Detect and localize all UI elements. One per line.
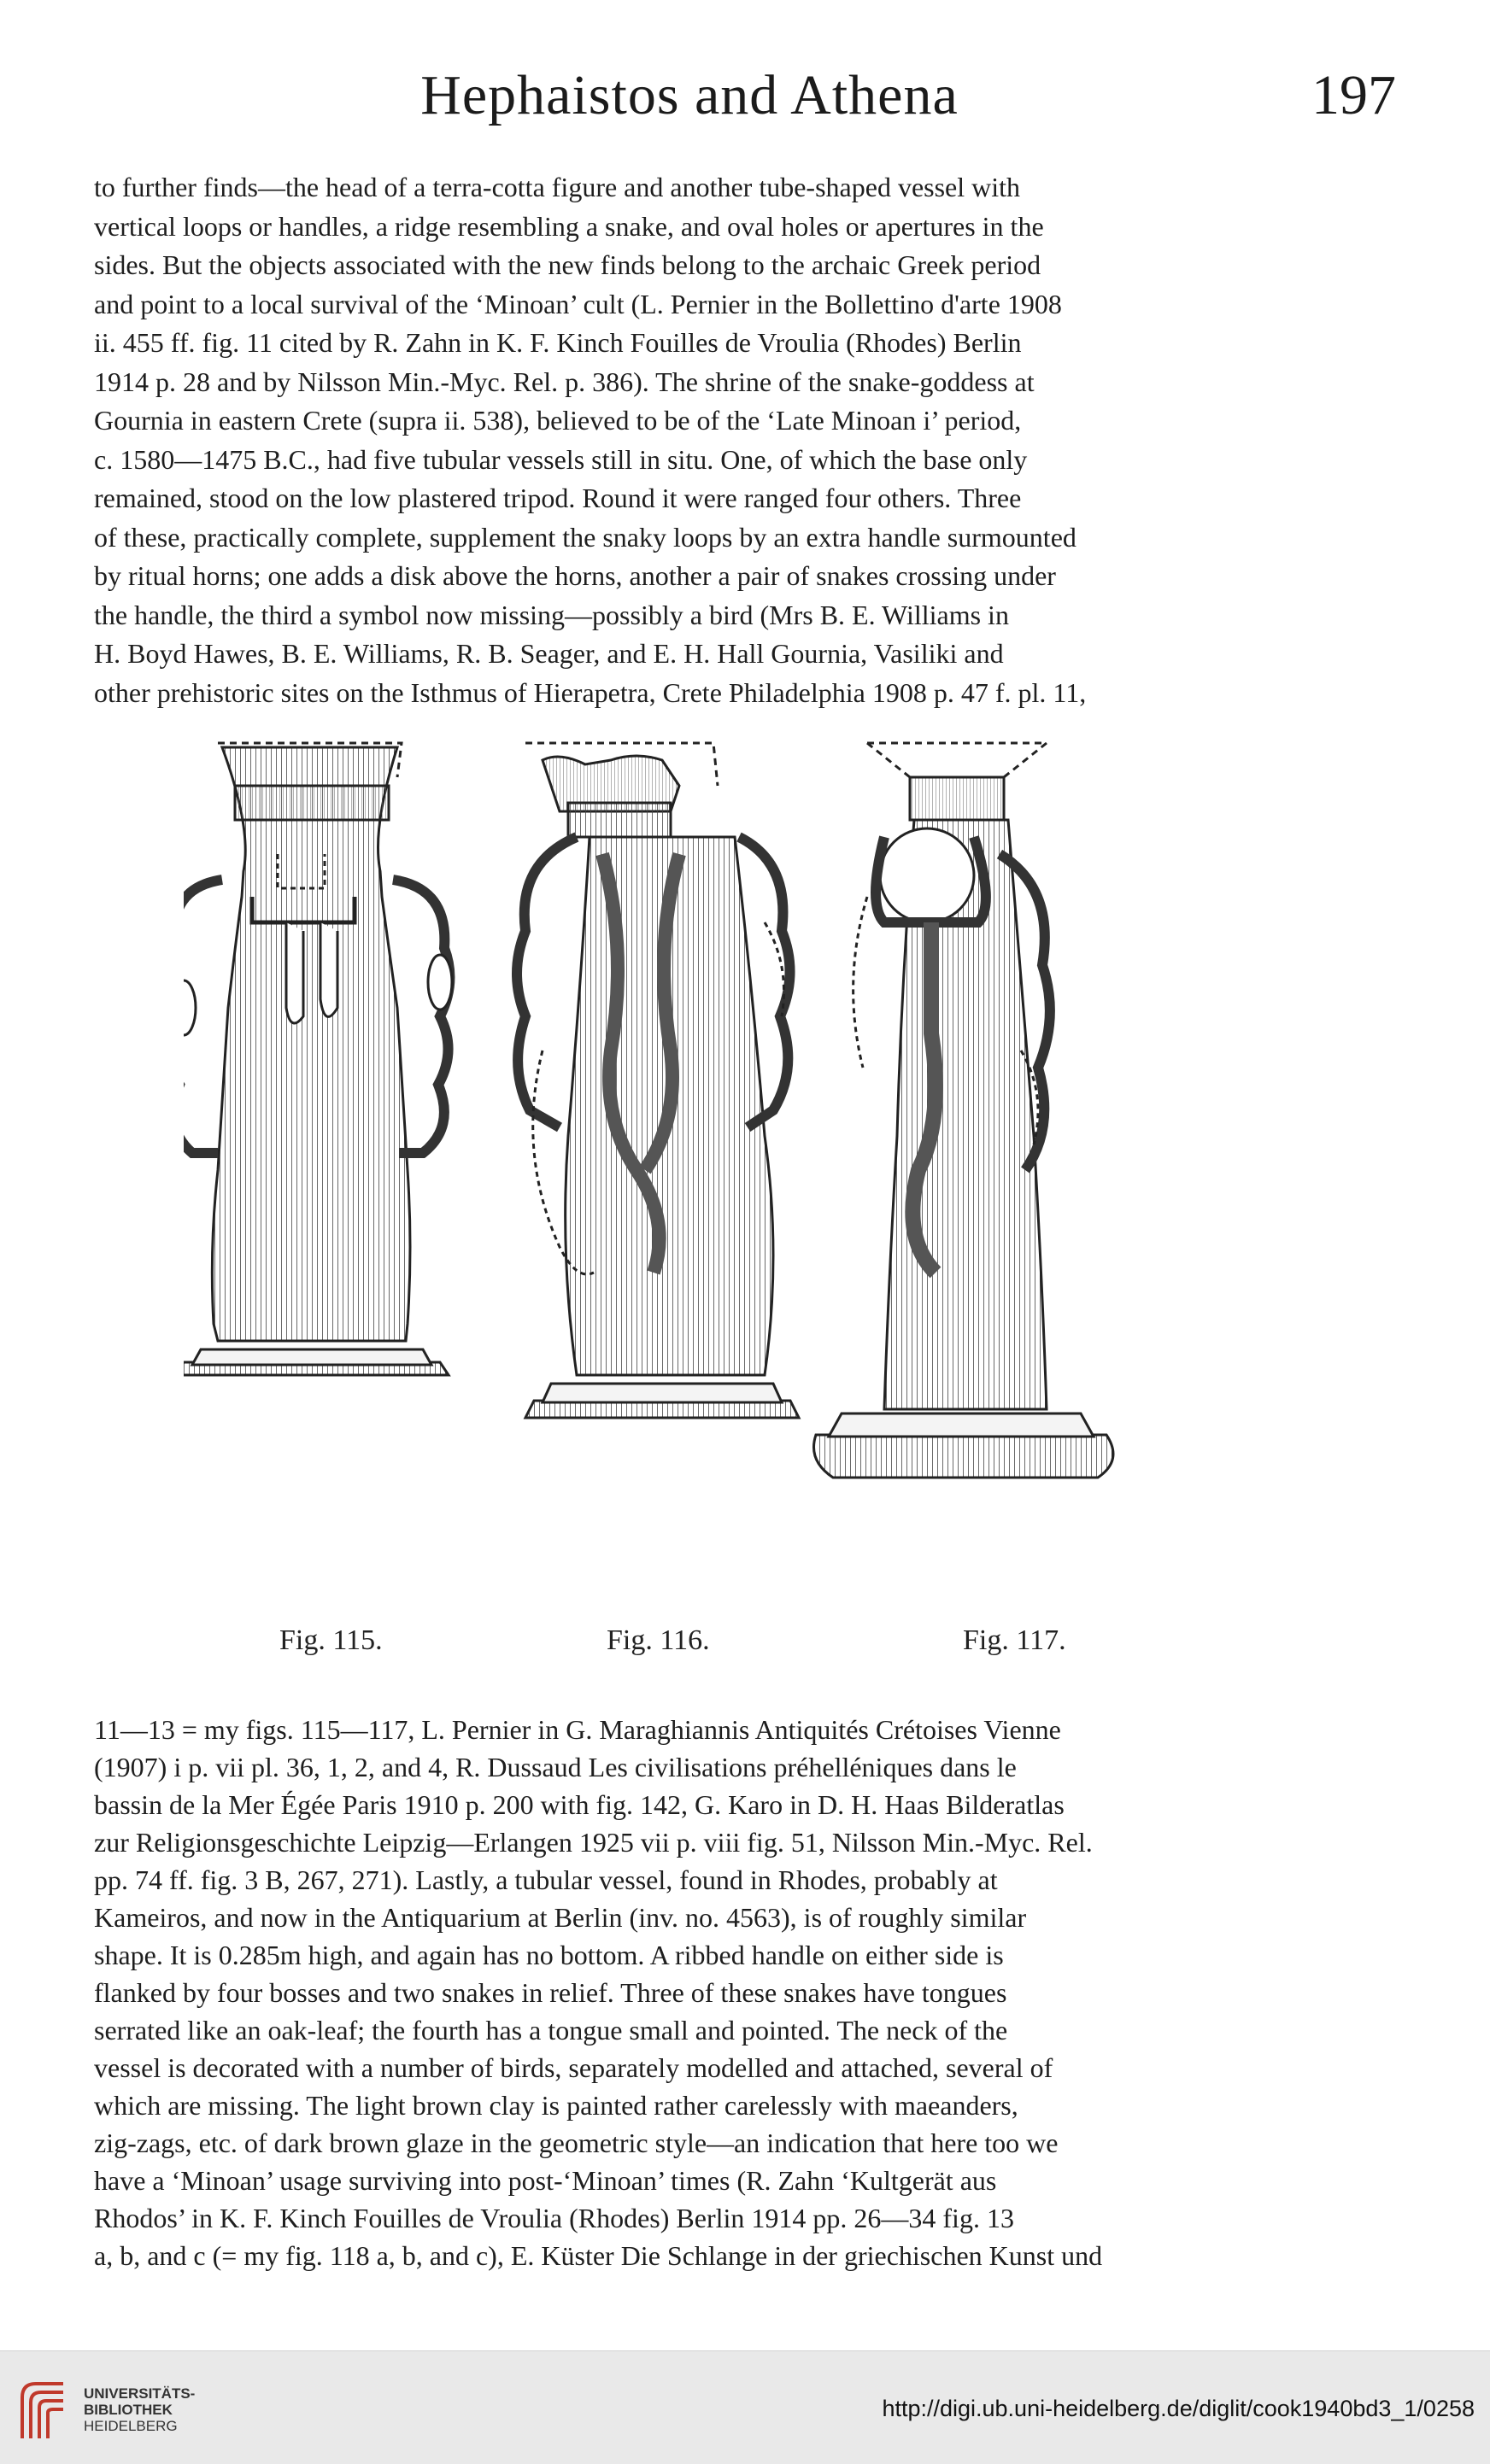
- text-line: by ritual horns; one adds a disk above the horns, another a pair of snakes crossing under: [94, 560, 1056, 591]
- text-line: vertical loops or handles, a ridge resembling a snake, and oval holes or apertures in the: [94, 210, 1044, 242]
- text-line: c. 1580—1475 B.C., had five tubular vessels still in situ. One, of which the base only: [94, 443, 1028, 475]
- text-line: have a ‘Minoan’ usage surviving into post-‘Minoan’ times (R. Zahn ‘Kultgerät aus: [94, 2165, 997, 2196]
- figure-caption-117: Fig. 117.: [963, 1624, 1066, 1656]
- text-line: H. Boyd Hawes, B. E. Williams, R. B. Seager, and E. H. Hall Gournia, Vasiliki and: [94, 638, 1004, 669]
- library-name-line: HEIDELBERG: [84, 2418, 178, 2434]
- text-line: Gournia in eastern Crete (supra ii. 538), believed to be of the ‘Late Minoan i’ period,: [94, 405, 1022, 436]
- text-line: remained, stood on the low plastered tripod. Round it were ranged four others. Three: [94, 483, 1022, 513]
- viewer-footer: [0, 2350, 1490, 2464]
- text-line: Rhodos’ in K. F. Kinch Fouilles de Vroulia (Rhodes) Berlin 1914 pp. 26—34 fig. 13: [94, 2203, 1014, 2233]
- text-line: pp. 74 ff. fig. 3 B, 267, 271). Lastly, a tubular vessel, found in Rhodes, probably at: [94, 1864, 998, 1895]
- page-header: [94, 58, 1396, 135]
- paragraph-bottom: [94, 1711, 1290, 2274]
- text-line: other prehistoric sites on the Isthmus of Hierapetra, Crete Philadelphia 1908 p. 47 f. pl. 11,: [94, 676, 1087, 708]
- text-line: of these, practically complete, supplement the snaky loops by an extra handle surmounted: [94, 521, 1076, 553]
- vessel-fig-115: [184, 743, 452, 1375]
- vessel-fig-116: [517, 743, 799, 1418]
- text-line: 1914 p. 28 and by Nilsson Min.-Myc. Rel. p. 386). The shrine of the snake-goddess at: [94, 366, 1035, 397]
- text-line: which are missing. The light brown clay is painted rather carelessly with maeanders,: [94, 2090, 1018, 2121]
- text-line: the handle, the third a symbol now missing—possibly a bird (Mrs B. E. Williams in: [94, 599, 1009, 630]
- text-line: ii. 455 ff. fig. 11 cited by R. Zahn in K. F. Kinch Fouilles de Vroulia (Rhodes) Berlin: [94, 327, 1022, 358]
- figure-caption-115: Fig. 115.: [279, 1624, 383, 1656]
- text-line: shape. It is 0.285m high, and again has no bottom. A ribbed handle on either side is: [94, 1940, 1004, 1970]
- source-url-link[interactable]: http://digi.ub.uni-heidelberg.de/diglit/cook1940bd3_1/0258: [882, 2396, 1475, 2421]
- text-line: (1907) i p. vii pl. 36, 1, 2, and 4, R. Dussaud Les civilisations préhelléniques dans le: [94, 1752, 1017, 1782]
- library-name-line: UNIVERSITÄTS-: [84, 2385, 196, 2402]
- text-line: zur Religionsgeschichte Leipzig—Erlangen 1925 vii p. viii fig. 51, Nilsson Min.-Myc. Rel.: [94, 1827, 1093, 1858]
- figure-group: [184, 726, 1209, 1683]
- text-line: zig-zags, etc. of dark brown glaze in the geometric style—an indication that here too we: [94, 2127, 1059, 2158]
- text-line: 11—13 = my figs. 115—117, L. Pernier in G. Maraghiannis Antiquités Crétoises Vienne: [94, 1714, 1061, 1745]
- library-name: [84, 2385, 195, 2434]
- library-logo-icon: [15, 2377, 72, 2445]
- figure-caption-116: Fig. 116.: [607, 1624, 710, 1656]
- text-line: flanked by four bosses and two snakes in relief. Three of these snakes have tongues: [94, 1977, 1007, 2008]
- vessel-illustrations: [184, 726, 1209, 1631]
- library-name-line: BIBLIOTHEK: [84, 2402, 173, 2418]
- text-line: a, b, and c (= my fig. 118 a, b, and c), E. Küster Die Schlange in der griechischen Kunst und: [94, 2240, 1103, 2271]
- text-line: vessel is decorated with a number of birds, separately modelled and attached, several of: [94, 2052, 1053, 2083]
- page-number: 197: [1311, 64, 1396, 126]
- text-line: serrated like an oak-leaf; the fourth has a tongue small and pointed. The neck of the: [94, 2015, 1008, 2046]
- text-line: and point to a local survival of the ‘Minoan’ cult (L. Pernier in the Bollettino d'arte 1908: [94, 288, 1062, 319]
- paragraph-top: [94, 168, 1290, 712]
- text-line: to further finds—the head of a terra-cotta figure and another tube-shaped vessel with: [94, 172, 1021, 202]
- running-title: Hephaistos and Athena: [420, 64, 959, 126]
- vessel-fig-117: [814, 743, 1114, 1478]
- text-line: bassin de la Mer Égée Paris 1910 p. 200 with fig. 142, G. Karo in D. H. Haas Bilderatlas: [94, 1789, 1065, 1820]
- text-line: Kameiros, and now in the Antiquarium at Berlin (inv. no. 4563), is of roughly similar: [94, 1902, 1027, 1933]
- text-line: sides. But the objects associated with the new finds belong to the archaic Greek period: [94, 249, 1041, 280]
